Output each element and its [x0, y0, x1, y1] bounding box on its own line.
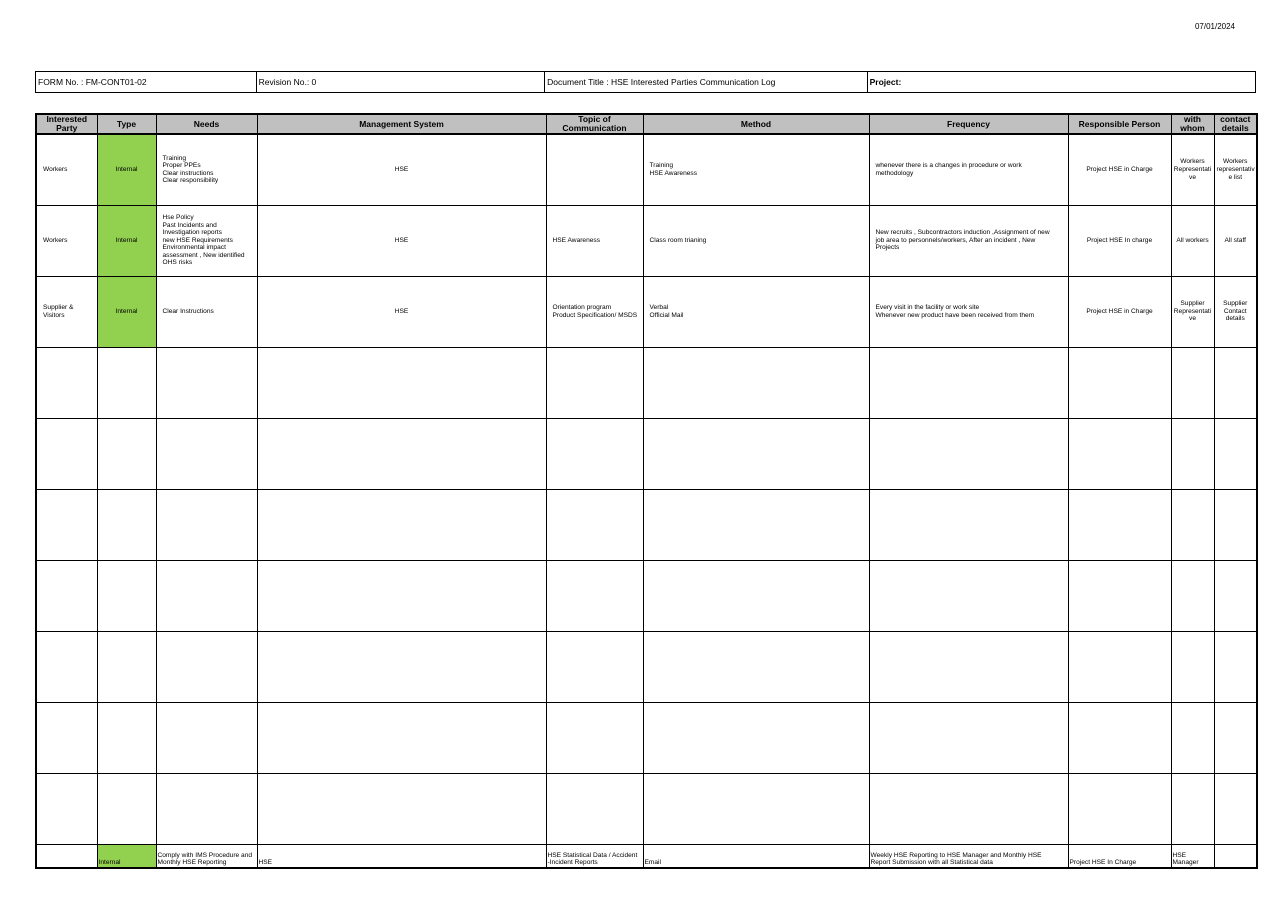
cell-responsible-person: Project HSE in Charge	[1068, 134, 1171, 205]
cell-method	[643, 631, 869, 702]
cell-frequency-line: Whenever new product have been received from them	[875, 311, 1035, 319]
cell-frequency	[869, 276, 1068, 347]
cell-with-whom	[1171, 631, 1214, 702]
cell-with-whom	[1171, 560, 1214, 631]
cell-management-system	[257, 347, 546, 418]
cell-interested-party: Workers	[36, 205, 97, 276]
cell-responsible-person	[1068, 489, 1171, 560]
cell-with-whom-line: ve	[1189, 173, 1196, 181]
cell-method	[643, 702, 869, 773]
cell-contact-details	[1214, 489, 1257, 560]
cell-with-whom-line: Workers	[1180, 158, 1205, 166]
cell-topic	[546, 702, 643, 773]
cell-interested-party	[36, 773, 97, 844]
cell-needs-line: Monthly HSE Reporting	[157, 859, 227, 867]
cell-frequency	[869, 844, 1068, 868]
table-row	[36, 276, 1257, 347]
col-header-interested-party: Interested Party	[36, 114, 97, 134]
cell-with-whom-line: Representati	[1173, 307, 1212, 315]
cell-needs	[156, 844, 257, 868]
cell-frequency	[869, 347, 1068, 418]
cell-frequency	[869, 631, 1068, 702]
col-header-type: Type	[97, 114, 156, 134]
empty-table-row	[36, 489, 1257, 560]
cell-needs-line: Past Incidents and	[162, 221, 217, 229]
cell-needs-line: Clear responsibility	[162, 177, 219, 185]
cell-responsible-person	[1068, 631, 1171, 702]
form-number: FORM No. : FM-CONT01-02	[36, 72, 257, 92]
cell-interested-party: Workers	[36, 134, 97, 205]
cell-interested-party	[36, 702, 97, 773]
cell-needs	[156, 134, 257, 205]
cell-method	[643, 347, 869, 418]
cell-type	[97, 489, 156, 560]
project-field	[868, 72, 1255, 92]
cell-topic	[546, 276, 643, 347]
cell-responsible-person: Project HSE In charge	[1068, 205, 1171, 276]
cell-needs	[156, 276, 257, 347]
cell-type: Internal	[97, 205, 156, 276]
cell-needs-line: Clear Instructions	[162, 307, 214, 315]
cell-frequency-line: job area to personnels/workers, After an incident , New	[875, 236, 1036, 244]
cell-topic	[546, 560, 643, 631]
cell-needs-line: Environmental impact	[162, 244, 226, 252]
empty-table-row	[36, 773, 1257, 844]
cell-interested-party: Supplier & Visitors	[36, 276, 97, 347]
cell-frequency-line: Every visit in the facility or work site	[875, 303, 980, 311]
cell-needs-line: Clear instructions	[162, 169, 214, 177]
cell-with-whom	[1171, 773, 1214, 844]
header-row	[36, 114, 1257, 134]
cell-method	[643, 418, 869, 489]
cell-topic	[546, 418, 643, 489]
cell-method: Email	[643, 844, 869, 868]
cell-topic	[546, 489, 643, 560]
cell-needs-line: Training	[162, 154, 187, 162]
cell-method	[643, 773, 869, 844]
cell-with-whom	[1171, 347, 1214, 418]
col-header-needs: Needs	[156, 114, 257, 134]
col-header-topic: Topic of Communication	[546, 114, 643, 134]
empty-table-row	[36, 631, 1257, 702]
cell-management-system	[257, 418, 546, 489]
cell-needs	[156, 489, 257, 560]
cell-needs	[156, 347, 257, 418]
cell-frequency-line: Projects	[875, 244, 900, 252]
cell-needs	[156, 773, 257, 844]
cell-responsible-person	[1068, 560, 1171, 631]
cell-management-system: HSE	[257, 134, 546, 205]
form-header	[35, 71, 1256, 93]
cell-frequency	[869, 560, 1068, 631]
cell-with-whom	[1171, 489, 1214, 560]
cell-management-system	[257, 773, 546, 844]
col-header-method: Method	[643, 114, 869, 134]
cell-contact-details	[1214, 418, 1257, 489]
cell-frequency	[869, 489, 1068, 560]
cell-contact-details-line: Workers	[1223, 158, 1248, 166]
cell-method	[643, 205, 869, 276]
cell-with-whom-line: Representati	[1173, 165, 1212, 173]
cell-with-whom	[1171, 134, 1214, 205]
cell-with-whom	[1171, 276, 1214, 347]
cell-with-whom-line: ve	[1189, 315, 1196, 323]
cell-contact-details-line: Contact	[1223, 307, 1247, 315]
cell-needs-line: Hse Policy	[162, 213, 194, 221]
cell-needs	[156, 560, 257, 631]
cell-needs-line: new HSE Requirements	[162, 236, 233, 244]
cell-interested-party	[36, 560, 97, 631]
cell-method-line: Class room trianing	[649, 236, 707, 244]
cell-management-system	[257, 631, 546, 702]
cell-needs-line: OHS risks	[162, 259, 193, 267]
cell-type: Internal	[97, 134, 156, 205]
cell-type	[97, 560, 156, 631]
cell-responsible-person	[1068, 347, 1171, 418]
cell-needs	[156, 205, 257, 276]
cell-method-line: Official Mail	[649, 311, 684, 319]
cell-frequency-line: whenever there is a changes in procedure or work	[875, 162, 1022, 170]
cell-needs-line: Investigation reports	[162, 229, 222, 237]
cell-frequency-line: methodology	[875, 169, 914, 177]
cell-frequency-line: Report Submission with all Statistical data	[870, 859, 993, 867]
cell-contact-details-line: Supplier	[1223, 300, 1248, 308]
project-label: Project:	[869, 77, 902, 87]
cell-responsible-person	[1068, 773, 1171, 844]
cell-contact-details	[1214, 702, 1257, 773]
cell-with-whom	[1171, 702, 1214, 773]
cell-interested-party	[36, 489, 97, 560]
cell-needs	[156, 418, 257, 489]
cell-contact-details-line: All staff	[1224, 236, 1246, 244]
cell-management-system	[257, 560, 546, 631]
empty-table-row	[36, 347, 1257, 418]
cell-management-system	[257, 489, 546, 560]
cell-topic	[546, 773, 643, 844]
cell-frequency-line: New recruits , Subcontractors induction ,Assignment of new	[875, 229, 1050, 237]
col-header-contact-details: contact details	[1214, 114, 1257, 134]
cell-topic	[546, 205, 643, 276]
cell-contact-details-line: representativ	[1216, 165, 1255, 173]
cell-topic-line: HSE Awareness	[552, 236, 601, 244]
revision-number: Revision No.: 0	[257, 72, 546, 92]
cell-topic-line: Product Specification/ MSDS	[552, 311, 638, 319]
cell-responsible-person	[1068, 418, 1171, 489]
cell-contact-details	[1214, 844, 1257, 868]
cell-interested-party	[36, 418, 97, 489]
cell-responsible-person: Project HSE In Charge	[1068, 844, 1171, 868]
cell-with-whom-line: Manager	[1172, 859, 1199, 867]
cell-method	[643, 276, 869, 347]
cell-contact-details-line: e list	[1228, 173, 1243, 181]
cell-type: Internal	[97, 844, 156, 868]
col-header-management-system: Management System	[257, 114, 546, 134]
cell-with-whom	[1171, 205, 1214, 276]
cell-method-line: Verbal	[649, 303, 669, 311]
cell-interested-party	[36, 631, 97, 702]
cell-type	[97, 418, 156, 489]
cell-contact-details	[1214, 773, 1257, 844]
cell-topic	[546, 844, 643, 868]
empty-table-row	[36, 702, 1257, 773]
cell-management-system	[257, 702, 546, 773]
cell-type	[97, 631, 156, 702]
table-row	[36, 205, 1257, 276]
col-header-frequency: Frequency	[869, 114, 1068, 134]
cell-method-line: Training	[649, 162, 674, 170]
cell-contact-details	[1214, 276, 1257, 347]
cell-needs	[156, 631, 257, 702]
cell-contact-details	[1214, 205, 1257, 276]
cell-with-whom	[1171, 418, 1214, 489]
cell-needs	[156, 702, 257, 773]
cell-responsible-person: Project HSE in Charge	[1068, 276, 1171, 347]
cell-method	[643, 134, 869, 205]
print-date: 07/01/2024	[1194, 22, 1235, 31]
empty-table-row	[36, 418, 1257, 489]
cell-frequency	[869, 418, 1068, 489]
cell-interested-party	[36, 844, 97, 868]
cell-responsible-person	[1068, 702, 1171, 773]
cell-topic-line: -Incident Reports	[547, 859, 598, 867]
cell-type	[97, 347, 156, 418]
cell-topic-line: Orientation program	[552, 303, 612, 311]
cell-contact-details-line: details	[1225, 315, 1245, 323]
cell-topic-line: HSE Statistical Data / Accident	[547, 851, 638, 859]
cell-topic	[546, 134, 643, 205]
cell-frequency	[869, 205, 1068, 276]
cell-method	[643, 489, 869, 560]
communication-log-table	[35, 113, 1258, 869]
cell-management-system: HSE	[257, 205, 546, 276]
cell-needs-line: Proper PPEs	[162, 162, 201, 170]
cell-needs-line: Comply with IMS Procedure and	[157, 851, 253, 859]
document-title: Document Title : HSE Interested Parties Communication Log	[545, 72, 867, 92]
cell-contact-details	[1214, 134, 1257, 205]
cell-frequency	[869, 134, 1068, 205]
cell-type: Internal	[97, 276, 156, 347]
empty-table-row	[36, 560, 1257, 631]
cell-type	[97, 773, 156, 844]
cell-topic	[546, 347, 643, 418]
cell-needs-line: assessment , New identified	[162, 251, 245, 259]
cell-management-system: HSE	[257, 844, 546, 868]
cell-contact-details	[1214, 560, 1257, 631]
cell-method-line: HSE Awareness	[649, 169, 698, 177]
cell-with-whom	[1171, 844, 1214, 868]
cell-contact-details	[1214, 631, 1257, 702]
cell-topic	[546, 631, 643, 702]
cell-management-system: HSE	[257, 276, 546, 347]
cell-contact-details	[1214, 347, 1257, 418]
cell-type	[97, 702, 156, 773]
cell-with-whom-line: HSE	[1172, 851, 1187, 859]
cell-with-whom-line: All workers	[1176, 236, 1209, 244]
table-row	[36, 134, 1257, 205]
cell-frequency-line: Weekly HSE Reporting to HSE Manager and Monthly HSE	[870, 851, 1042, 859]
cell-frequency	[869, 773, 1068, 844]
col-header-with-whom: with whom	[1171, 114, 1214, 134]
cell-method	[643, 560, 869, 631]
cell-with-whom-line: Supplier	[1180, 300, 1205, 308]
col-header-responsible-person: Responsible Person	[1068, 114, 1171, 134]
table-row-last	[36, 844, 1257, 868]
cell-frequency	[869, 702, 1068, 773]
cell-interested-party	[36, 347, 97, 418]
